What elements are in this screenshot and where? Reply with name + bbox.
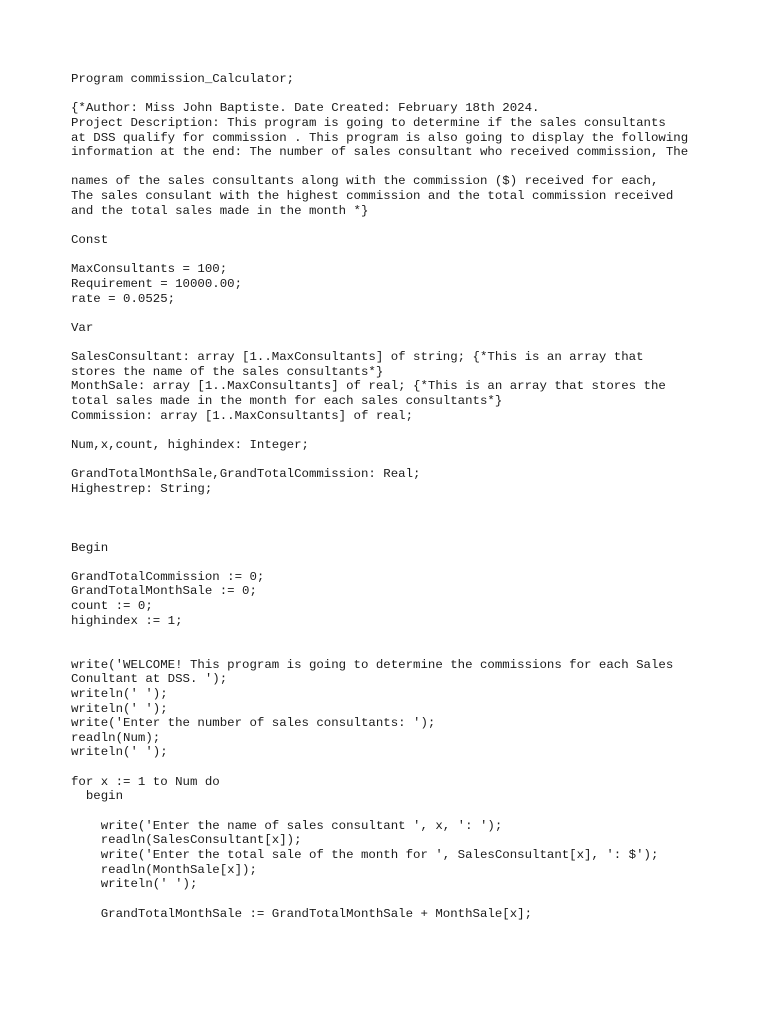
blank-line bbox=[71, 423, 751, 438]
code-line: writeln(' '); bbox=[71, 701, 168, 716]
blank-line bbox=[71, 526, 751, 541]
blank-line bbox=[71, 555, 751, 570]
blank-line bbox=[71, 497, 751, 512]
code-line: MonthSale: array [1..MaxConsultants] of real; {*This is an array that stores the bbox=[71, 379, 666, 394]
code-line: Const bbox=[71, 233, 109, 248]
code-line: at DSS qualify for commission . This program is also going to display the following bbox=[71, 130, 689, 145]
blank-line bbox=[71, 87, 751, 102]
blank-line bbox=[71, 760, 751, 775]
code-line: write('WELCOME! This program is going to determine the commissions for each Sales bbox=[71, 657, 674, 672]
blank-line bbox=[71, 306, 751, 321]
code-line: count := 0; bbox=[71, 599, 153, 614]
blank-line bbox=[71, 511, 751, 526]
code-line: Num,x,count, highindex: Integer; bbox=[71, 438, 309, 453]
code-line: SalesConsultant: array [1..MaxConsultants] of string; {*This is an array that bbox=[71, 350, 644, 365]
code-line: information at the end: The number of sales consultant who received commission, The bbox=[71, 145, 689, 160]
blank-line bbox=[71, 892, 751, 907]
code-line: writeln(' '); bbox=[71, 877, 198, 892]
code-line: total sales made in the month for each sales consultants*} bbox=[71, 394, 503, 409]
code-line: GrandTotalMonthSale := 0; bbox=[71, 584, 257, 599]
blank-line bbox=[71, 336, 751, 351]
code-line: begin bbox=[71, 789, 124, 804]
code-line: Project Description: This program is going to determine if the sales consultants bbox=[71, 115, 666, 130]
code-line: Commission: array [1..MaxConsultants] of real; bbox=[71, 408, 414, 423]
code-line: readln(Num); bbox=[71, 730, 161, 745]
blank-line bbox=[71, 218, 751, 233]
code-line: {*Author: Miss John Baptiste. Date Created: February 18th 2024. bbox=[71, 101, 540, 116]
code-line: readln(MonthSale[x]); bbox=[71, 862, 257, 877]
code-line: write('Enter the number of sales consultants: '); bbox=[71, 716, 436, 731]
code-line: GrandTotalCommission := 0; bbox=[71, 569, 265, 584]
code-line: The sales consulant with the highest commission and the total commission received bbox=[71, 189, 674, 204]
code-line: write('Enter the total sale of the month for ', SalesConsultant[x], ': $'); bbox=[71, 847, 659, 862]
code-line: MaxConsultants = 100; bbox=[71, 262, 228, 277]
blank-line bbox=[71, 628, 751, 643]
blank-line bbox=[71, 160, 751, 175]
code-line: names of the sales consultants along with the commission ($) received for each, bbox=[71, 174, 659, 189]
code-line: and the total sales made in the month *} bbox=[71, 203, 369, 218]
code-line: Var bbox=[71, 320, 94, 335]
blank-line bbox=[71, 248, 751, 263]
code-line: writeln(' '); bbox=[71, 745, 168, 760]
code-line: Begin bbox=[71, 540, 109, 555]
code-line: GrandTotalMonthSale,GrandTotalCommission: Real; bbox=[71, 467, 421, 482]
code-line: Conultant at DSS. '); bbox=[71, 672, 228, 687]
code-line: GrandTotalMonthSale := GrandTotalMonthSale + MonthSale[x]; bbox=[71, 906, 533, 921]
blank-line bbox=[71, 453, 751, 468]
code-line: rate = 0.0525; bbox=[71, 291, 176, 306]
code-line: readln(SalesConsultant[x]); bbox=[71, 833, 302, 848]
code-line: stores the name of the sales consultants*} bbox=[71, 364, 384, 379]
code-line: Requirement = 10000.00; bbox=[71, 276, 243, 291]
code-line: writeln(' '); bbox=[71, 686, 168, 701]
code-line: write('Enter the name of sales consultant ', x, ': '); bbox=[71, 818, 503, 833]
blank-line bbox=[71, 643, 751, 658]
pascal-source-listing bbox=[71, 72, 751, 921]
blank-line bbox=[71, 804, 751, 819]
code-line: for x := 1 to Num do bbox=[71, 774, 220, 789]
code-line: Program commission_Calculator; bbox=[71, 72, 295, 86]
code-line: Highestrep: String; bbox=[71, 481, 213, 496]
code-line: highindex := 1; bbox=[71, 613, 183, 628]
